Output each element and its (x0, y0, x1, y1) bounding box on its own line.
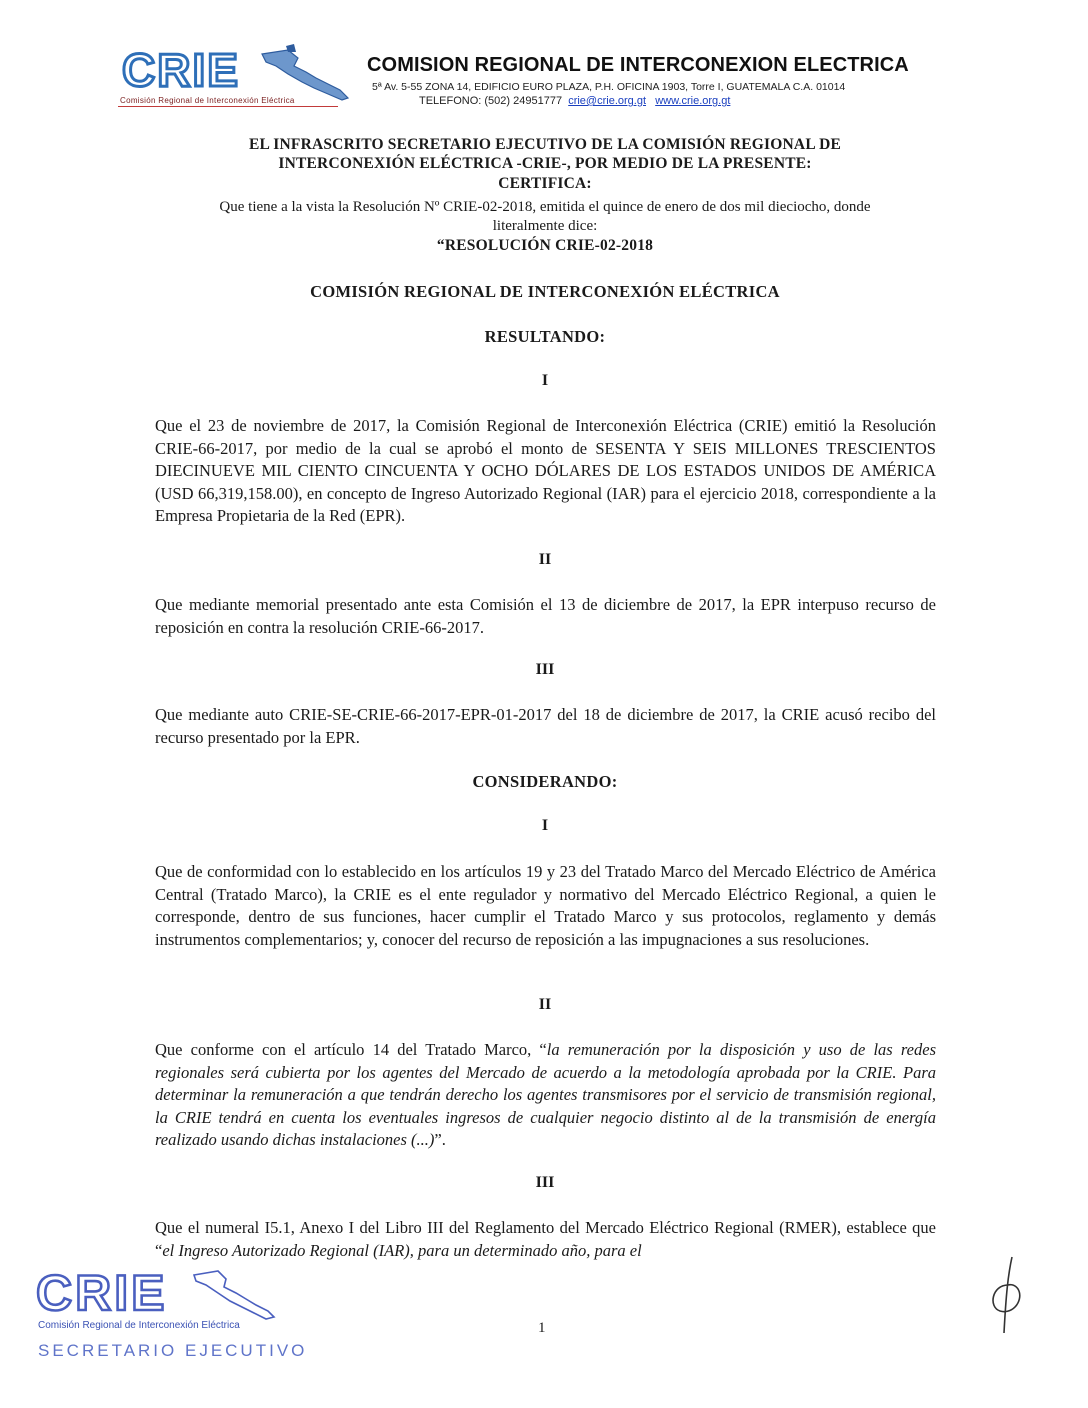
resultando-paragraph-2: Que mediante memorial presentado ante esta Comisión el 13 de diciembre de 2017, la EPR interpuso recurso de reposición en contra la resolución CRIE-66-2017. (155, 595, 936, 637)
considerando-numeral-1: I (541, 817, 549, 834)
considerando-paragraph-1: Que de conformidad con lo establecido en los artículos 19 y 23 del Tratado Marco del Mercado Eléctrico de América Central (Tratado Marco), la CRIE es el ente regulador y normativo del Mercado Eléctrico Regional, a quien le corresponde, dentro de sus funciones, hacer cumplir el Tratado Marco y sus protocolos, reglamento y demás instrumentos complementarios; y, conocer del recurso de reposición a las impugnaciones a sus resoluciones. (155, 862, 936, 949)
org-contact (419, 95, 730, 107)
resultando-numeral-3: III (535, 661, 555, 678)
page-number: 1 (538, 1320, 546, 1336)
stamp-logo-text: CRIE (36, 1268, 168, 1316)
stamp-map-icon (190, 1265, 278, 1321)
considerando-2-quote: la remuneración por la disposición y uso de las redes regionales será cubierta por los agentes del Mercado de acuerdo a la metodología aprobada por la CRIE. Para determinar la remuneración a que tendrán derecho los agentes transmisores por el servicio de transmisión regional, la CRIE tendrá en cuenta los eventuales ingresos de cualquier negocio distinto al de la transmisión de energía realizado usando dichas instalaciones (...) (155, 1040, 936, 1149)
org-phone: TELEFONO: (502) 24951777 (419, 95, 563, 107)
considerando-2-end: ”. (434, 1130, 446, 1149)
stamp-crie-logo (36, 1268, 196, 1316)
resultando-paragraph-3: Que mediante auto CRIE-SE-CRIE-66-2017-EPR-01-2017 del 18 de diciembre de 2017, la CRIE acusó recibo del recurso presentado por la EPR. (155, 705, 936, 747)
crie-logo (122, 48, 272, 92)
central-america-map-icon (258, 44, 354, 104)
resultando-numeral-2: II (538, 551, 552, 568)
certification-line-2: INTERCONEXIÓN ELÉCTRICA -CRIE-, POR MEDIO DE LA PRESENTE: (278, 155, 812, 172)
logo-subtitle: Comisión Regional de Interconexión Eléctrica (120, 96, 295, 105)
considerando-paragraph-2 (155, 1039, 936, 1152)
org-address: 5ª Av. 5-55 ZONA 14, EDIFICIO EURO PLAZA, P.H. OFICINA 1903, Torre I, GUATEMALA C.A. 01014 (372, 81, 846, 93)
stamp-title: SECRETARIO EJECUTIVO (38, 1341, 308, 1360)
certifica-heading: CERTIFICA: (498, 175, 592, 192)
handwritten-initials (978, 1255, 1038, 1335)
considerando-3-quote: el Ingreso Autorizado Regional (IAR), para un determinado año, para el (162, 1240, 642, 1260)
website-link[interactable]: www.crie.org.gt (655, 95, 731, 107)
email-link[interactable]: crie@crie.org.gt (568, 95, 647, 107)
resultando-numeral-1: I (541, 372, 549, 389)
considerando-heading: CONSIDERANDO: (472, 772, 618, 791)
considerando-paragraph-3 (155, 1217, 936, 1262)
resolution-title: “RESOLUCIÓN CRIE-02-2018 (436, 237, 654, 254)
resultando-heading: RESULTANDO: (484, 327, 606, 346)
stamp-subtitle: Comisión Regional de Interconexión Eléctrica (38, 1320, 240, 1331)
crie-logo-text: CRIE (122, 48, 240, 92)
considerando-3-text: Que el numeral I5.1, Anexo I del Libro III del Reglamento del Mercado Eléctrico Regional (RMER), establece que “ (155, 1218, 936, 1260)
considerando-numeral-2: II (538, 996, 552, 1013)
certification-intro-1: Que tiene a la vista la Resolución Nº CRIE-02-2018, emitida el quince de enero de dos mil dieciocho, donde (219, 199, 871, 215)
resultando-paragraph-1: Que el 23 de noviembre de 2017, la Comisión Regional de Interconexión Eléctrica (CRIE) emitió la Resolución CRIE-66-2017, por medio de la cual se aprobó el monto de SESENTA Y SEIS MILLONES TRESCIENTOS DIECINUEVE MIL CIENTO CINCUENTA Y OCHO DÓLARES DE LOS ESTADOS UNIDOS DE AMÉRICA (USD 66,319,158.00), en concepto de Ingreso Autorizado Regional (IAR) para el ejercicio 2018, correspondiente a la Empresa Propietaria de la Red (EPR). (155, 416, 936, 525)
considerando-numeral-3: III (535, 1174, 555, 1191)
certification-line-1: EL INFRASCRITO SECRETARIO EJECUTIVO DE LA COMISIÓN REGIONAL DE (248, 136, 842, 153)
certification-intro-2: literalmente dice: (492, 218, 598, 234)
considerando-2-text: Que conforme con el artículo 14 del Tratado Marco, “ (155, 1040, 547, 1059)
logo-underline (118, 106, 338, 107)
commission-heading: COMISIÓN REGIONAL DE INTERCONEXIÓN ELÉCTRICA (310, 282, 780, 301)
org-name: COMISION REGIONAL DE INTERCONEXION ELECTRICA (367, 54, 909, 76)
